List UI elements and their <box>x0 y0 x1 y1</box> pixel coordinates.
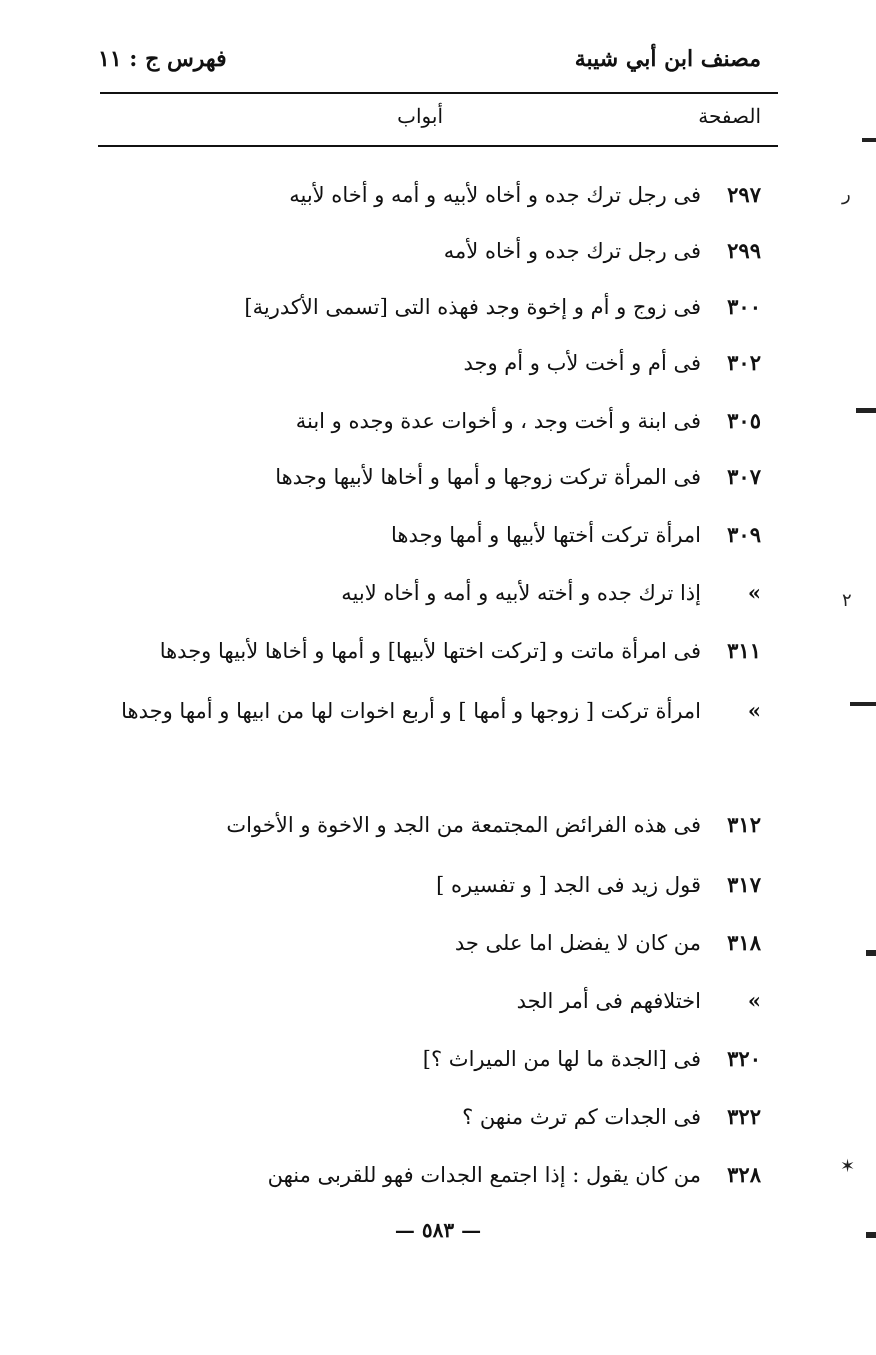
entry-title: فى رجل ترك جده و أخاه لأبيه و أمه و أخاه لأبيه <box>289 183 701 207</box>
entry-ditto-mark: » <box>747 580 761 605</box>
entry-page-number: ٣٠٩ <box>727 522 761 547</box>
entry-title: قول زيد فى الجد [ و تفسيره ] <box>436 873 701 897</box>
entry-title: فى زوج و أم و إخوة وجد فهذه التى [تسمى الأكدرية] <box>244 295 701 319</box>
entry-page-number: ٣٢٠ <box>727 1046 761 1071</box>
entry-title: امرأة تركت أختها لأبيها و أمها وجدها <box>391 523 701 547</box>
entry-title: فى المرأة تركت زوجها و أمها و أخاها لأبيها وجدها <box>275 465 701 489</box>
margin-mark <box>856 408 876 413</box>
margin-mark: ✶ <box>840 1156 856 1177</box>
entry-title: امرأة تركت [ زوجها و أمها ] و أربع اخوات لها من ابيها و أمها وجدها <box>121 699 701 723</box>
margin-mark: ر <box>842 184 851 205</box>
entry-page-number: ٣٢٢ <box>727 1104 761 1129</box>
entry-title: فى ابنة و أخت وجد ، و أخوات عدة وجده و ابنة <box>295 409 701 433</box>
entry-title: فى هذه الفرائض المجتمعة من الجد و الاخوة و الأخوات <box>226 813 701 837</box>
section-label: فهرس ج : ١١ <box>98 46 227 72</box>
entry-ditto-mark: » <box>747 988 761 1013</box>
entry-page-number: ٣١١ <box>727 638 761 663</box>
entry-title: فى رجل ترك جده و أخاه لأمه <box>443 239 701 263</box>
entry-title: من كان يقول : إذا اجتمع الجدات فهو للقربى منهن <box>267 1163 701 1187</box>
entry-page-number: ٣٠٥ <box>727 408 761 433</box>
entry-title: اختلافهم فى أمر الجد <box>516 989 701 1013</box>
entry-page-number: ٣٠٧ <box>727 464 761 489</box>
titles-column-heading: أبواب <box>397 104 443 128</box>
entry-page-number: ٣١٨ <box>727 930 761 955</box>
entry-page-number: ٣١٢ <box>727 812 761 837</box>
running-head <box>98 46 761 86</box>
column-heading-rule <box>98 145 778 147</box>
entry-page-number: ٣٢٨ <box>727 1162 761 1187</box>
entry-title: فى الجدات كم ترث منهن ؟ <box>462 1105 701 1129</box>
page-column-heading: الصفحة <box>698 104 761 128</box>
book-title: مصنف ابن أبي شيبة <box>574 46 761 72</box>
page-number-footer: — ٥٨٣ — <box>394 1218 482 1242</box>
entry-page-number: ٣٠٢ <box>727 350 761 375</box>
entry-page-number: ٢٩٩ <box>727 238 761 263</box>
header-rule <box>100 92 778 94</box>
entry-title: فى أم و أخت لأب و أم وجد <box>463 351 701 375</box>
entry-ditto-mark: » <box>747 698 761 723</box>
entry-title: إذا ترك جده و أخته لأبيه و أمه و أخاه لابيه <box>341 581 701 605</box>
entry-title: فى [الجدة ما لها من الميراث ؟] <box>422 1047 701 1071</box>
entry-page-number: ٣١٧ <box>727 872 761 897</box>
margin-mark <box>850 702 876 706</box>
entry-title: فى امرأة ماتت و [تركت اختها لأبيها] و أمها و أخاها لأبيها وجدها <box>159 639 701 663</box>
entry-title: من كان لا يفضل اما على جد <box>454 931 701 955</box>
margin-mark <box>866 950 876 956</box>
margin-mark <box>862 138 876 142</box>
entry-page-number: ٣٠٠ <box>727 294 761 319</box>
entry-page-number: ٢٩٧ <box>727 182 761 207</box>
margin-mark <box>866 1232 876 1238</box>
margin-mark: ٢ <box>842 590 852 611</box>
